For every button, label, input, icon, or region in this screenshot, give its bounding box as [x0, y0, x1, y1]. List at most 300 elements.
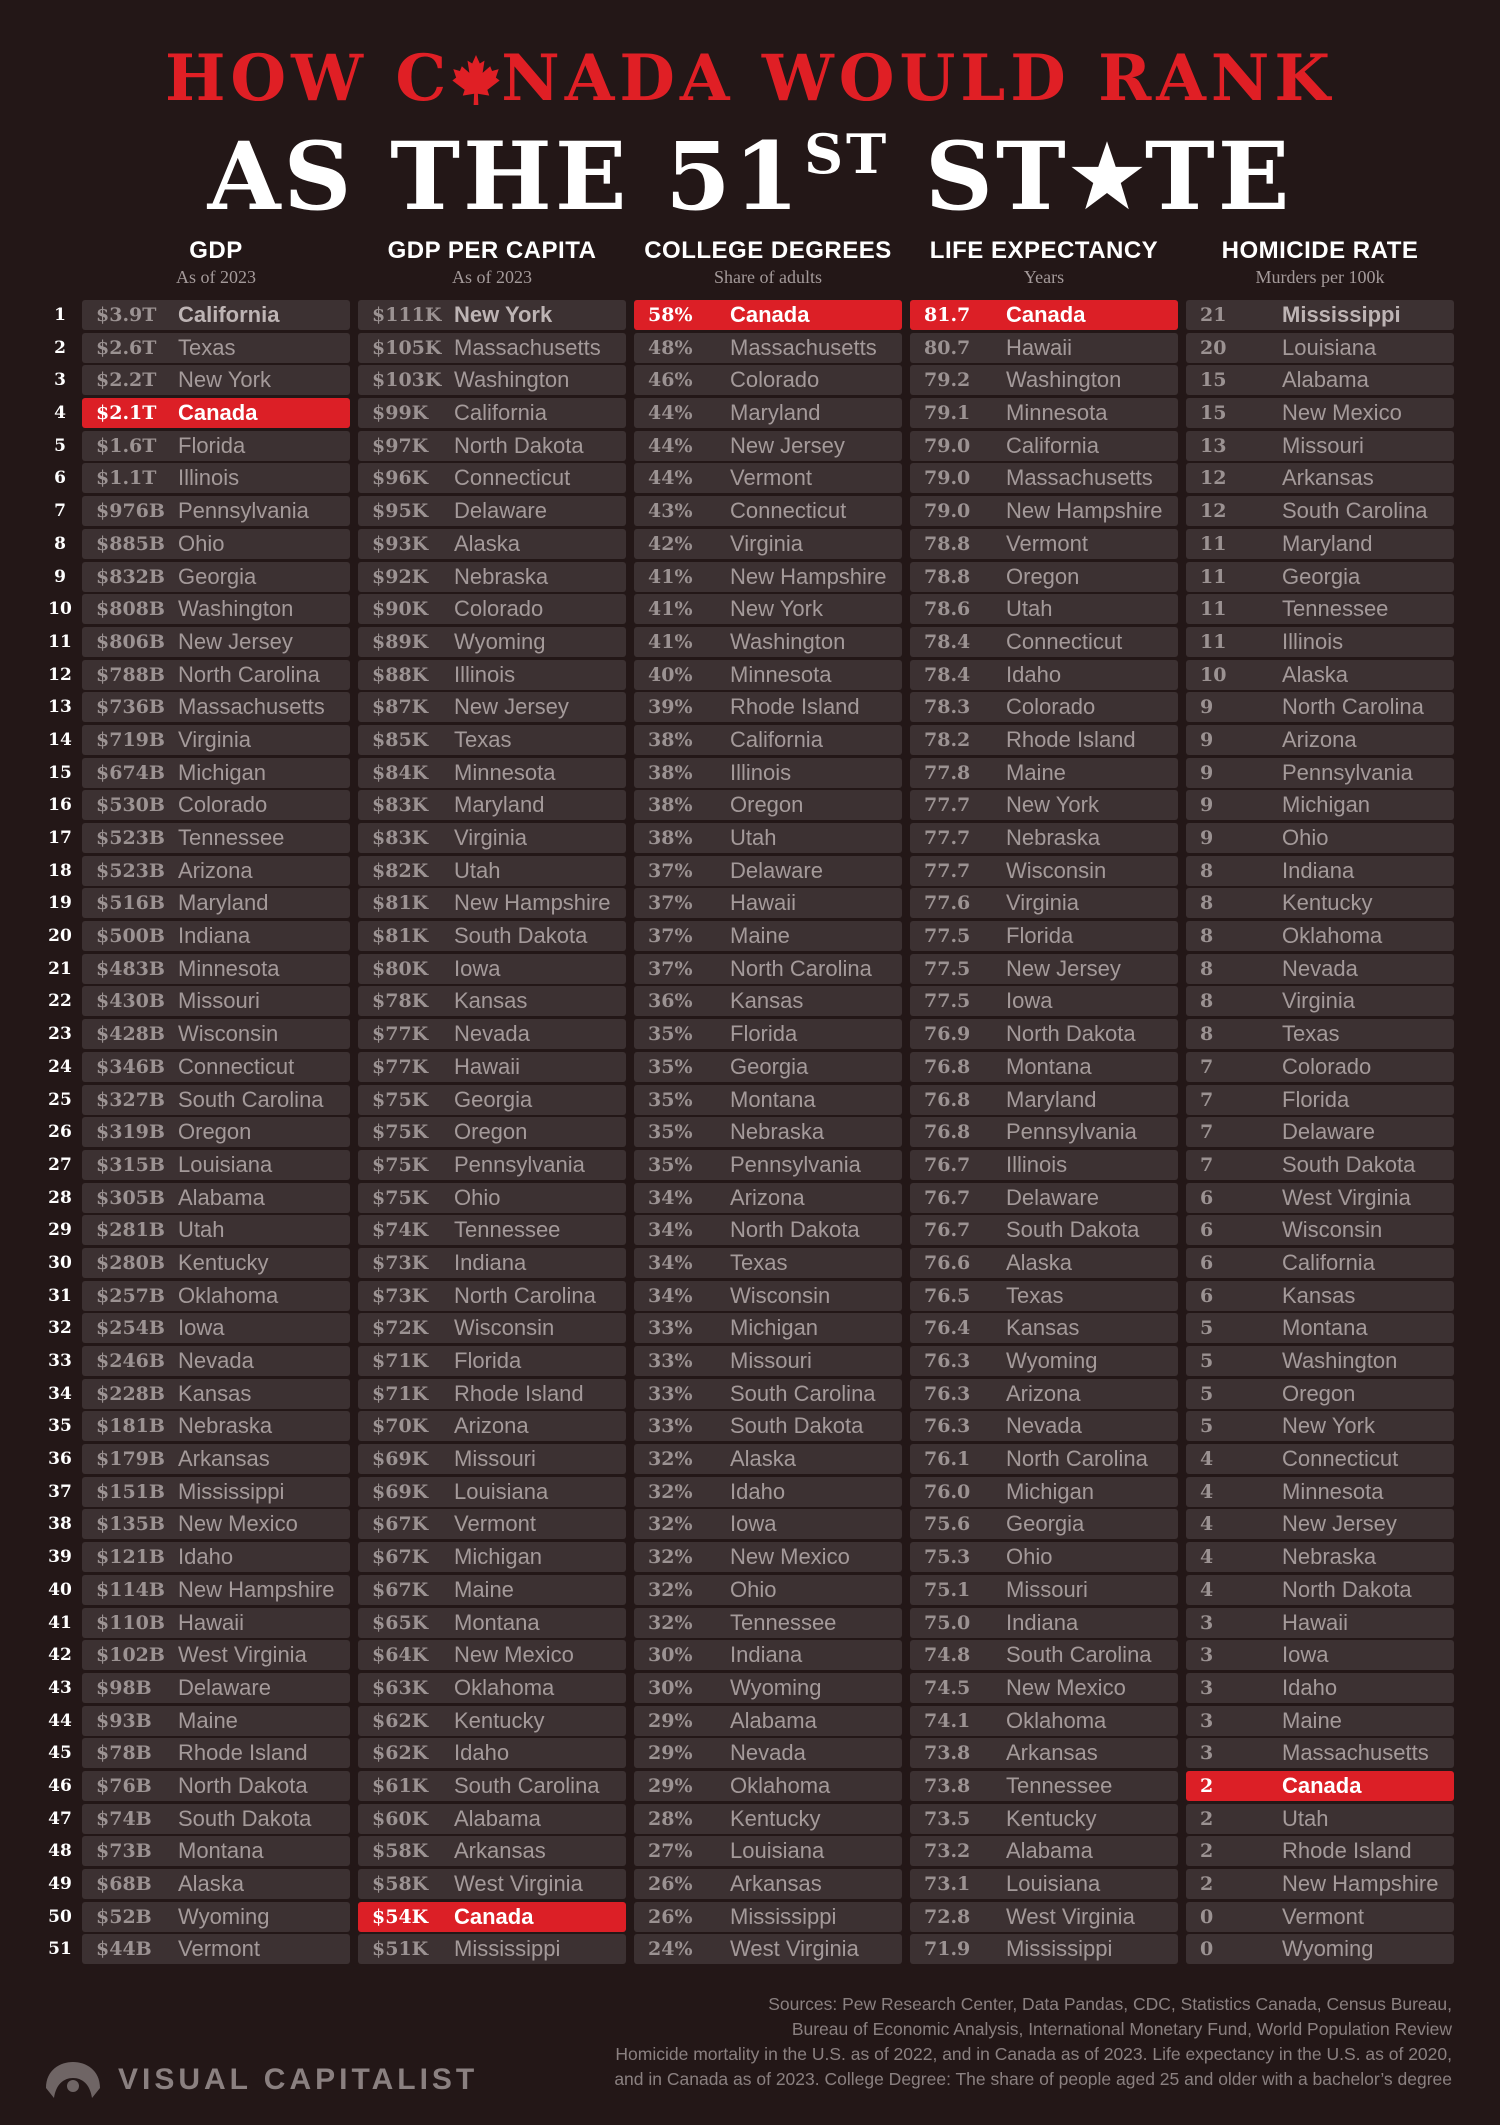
homicide-rate-place-name: Wisconsin — [1282, 1217, 1383, 1243]
rank-number: 8 — [54, 533, 66, 554]
life-expectancy-value: 77.7 — [924, 859, 971, 882]
life-expectancy-cell — [910, 986, 1178, 1016]
gdp-cell — [82, 660, 350, 690]
college-degrees-cell — [634, 1281, 902, 1311]
life-expectancy-cell — [910, 529, 1178, 559]
gdp-per-capita-cell — [358, 627, 626, 657]
rank-number: 2 — [54, 337, 66, 358]
gdp-place-name: Ohio — [178, 530, 225, 556]
life-expectancy-value: 74.5 — [924, 1676, 971, 1699]
homicide-rate-place-name: Nevada — [1282, 955, 1358, 981]
homicide-rate-cell — [1186, 1542, 1454, 1572]
gdp-cell — [82, 790, 350, 820]
homicide-rate-value: 9 — [1200, 794, 1214, 817]
rank-number: 17 — [48, 828, 72, 848]
gdp-value: $500B — [96, 925, 165, 948]
gdp-per-capita-place-name: Connecticut — [454, 465, 571, 491]
homicide-rate-value: 0 — [1200, 1905, 1214, 1928]
gdp-place-name: Pennsylvania — [178, 498, 309, 524]
college-degrees-value: 29% — [648, 1709, 693, 1732]
gdp-per-capita-place-name: Maine — [454, 1576, 514, 1602]
life-expectancy-value: 76.7 — [924, 1219, 971, 1242]
homicide-rate-value: 5 — [1200, 1317, 1214, 1340]
college-degrees-place-name: Tennessee — [730, 1609, 837, 1635]
gdp-per-capita-place-name: Vermont — [454, 1511, 536, 1537]
homicide-rate-cell — [1186, 1313, 1454, 1343]
homicide-rate-cell — [1186, 725, 1454, 755]
gdp-per-capita-cell — [358, 1052, 626, 1082]
life-expectancy-cell — [910, 1183, 1178, 1213]
homicide-rate-value: 10 — [1200, 663, 1227, 686]
homicide-rate-place-name: California — [1282, 1249, 1375, 1275]
college-degrees-value: 40% — [648, 663, 693, 686]
homicide-rate-cell — [1186, 496, 1454, 526]
life-expectancy-place-name: Utah — [1006, 596, 1053, 622]
homicide-rate-value: 3 — [1200, 1709, 1214, 1732]
homicide-rate-value: 8 — [1200, 990, 1214, 1013]
life-expectancy-value: 76.5 — [924, 1284, 971, 1307]
gdp-per-capita-cell — [358, 1477, 626, 1507]
gdp-cell — [82, 725, 350, 755]
gdp-per-capita-cell — [358, 954, 626, 984]
life-expectancy-cell — [910, 365, 1178, 395]
gdp-per-capita-value: $93K — [372, 532, 429, 555]
gdp-per-capita-cell — [358, 1150, 626, 1180]
college-degrees-value: 30% — [648, 1644, 693, 1667]
life-expectancy-place-name: Virginia — [1006, 890, 1079, 916]
college-degrees-place-name: Alabama — [730, 1707, 817, 1733]
college-degrees-place-name: Montana — [730, 1086, 816, 1112]
gdp-place-name: Wyoming — [178, 1903, 270, 1929]
college-degrees-value: 38% — [648, 827, 693, 849]
gdp-cell — [82, 1934, 350, 1964]
gdp-per-capita-place-name: Minnesota — [454, 759, 556, 785]
college-degrees-place-name: Louisiana — [730, 1838, 825, 1864]
gdp-per-capita-place-name: Wisconsin — [454, 1315, 555, 1341]
rank-number: 45 — [48, 1743, 72, 1764]
gdp-per-capita-value: $62K — [372, 1742, 429, 1765]
gdp-per-capita-cell — [358, 725, 626, 755]
gdp-per-capita-value: $85K — [372, 728, 429, 751]
logo-wordmark: VISUAL CAPITALIST — [118, 2063, 479, 2096]
rank-number: 38 — [48, 1514, 72, 1535]
gdp-cell — [82, 823, 350, 853]
gdp-per-capita-cell — [358, 1248, 626, 1278]
title-line-2-start: AS THE 51 — [207, 122, 803, 232]
college-degrees-value: 32% — [648, 1578, 693, 1601]
college-degrees-place-name: North Carolina — [730, 955, 872, 981]
college-degrees-value: 46% — [648, 369, 693, 392]
column-header-college-degrees — [634, 236, 902, 288]
gdp-place-name: Washington — [178, 596, 294, 622]
college-degrees-place-name: Minnesota — [730, 661, 832, 687]
gdp-per-capita-place-name: Alabama — [454, 1805, 541, 1831]
rank-number: 30 — [48, 1252, 72, 1273]
gdp-value: $68B — [96, 1873, 152, 1895]
gdp-place-name: Texas — [178, 334, 236, 360]
rank-number: 15 — [48, 762, 72, 783]
life-expectancy-value: 73.8 — [924, 1774, 971, 1797]
life-expectancy-place-name: Massachusetts — [1006, 465, 1153, 491]
life-expectancy-place-name: Florida — [1006, 923, 1074, 949]
life-expectancy-cell — [910, 1902, 1178, 1932]
life-expectancy-value: 79.2 — [924, 369, 971, 392]
gdp-per-capita-cell — [358, 300, 626, 330]
gdp-cell — [82, 463, 350, 493]
life-expectancy-value: 77.5 — [924, 925, 971, 948]
gdp-place-name: West Virginia — [178, 1642, 307, 1668]
gdp-per-capita-value: $83K — [372, 827, 429, 849]
life-expectancy-value: 80.7 — [924, 336, 971, 359]
life-expectancy-place-name: Arkansas — [1006, 1740, 1098, 1766]
homicide-rate-place-name: Idaho — [1282, 1674, 1338, 1700]
gdp-cell — [82, 562, 350, 592]
gdp-per-capita-place-name: Illinois — [454, 661, 516, 687]
homicide-rate-place-name: New Jersey — [1282, 1511, 1397, 1537]
gdp-cell — [82, 1509, 350, 1539]
gdp-value: $257B — [96, 1284, 165, 1307]
life-expectancy-cell — [910, 1248, 1178, 1278]
gdp-per-capita-value: $83K — [372, 794, 429, 817]
life-expectancy-place-name: Tennessee — [1006, 1772, 1113, 1798]
gdp-value: $788B — [96, 663, 165, 686]
life-expectancy-value: 75.3 — [924, 1546, 971, 1569]
gdp-place-name: Kansas — [178, 1380, 252, 1406]
college-degrees-value: 44% — [648, 434, 693, 457]
college-degrees-cell — [634, 1477, 902, 1507]
life-expectancy-value: 78.8 — [924, 565, 971, 588]
life-expectancy-cell — [910, 1346, 1178, 1376]
college-degrees-place-name: Virginia — [730, 530, 803, 556]
homicide-rate-cell — [1186, 1052, 1454, 1082]
homicide-rate-cell — [1186, 300, 1454, 330]
gdp-per-capita-place-name: Nevada — [454, 1021, 530, 1047]
gdp-place-name: Hawaii — [178, 1609, 245, 1635]
homicide-rate-cell — [1186, 823, 1454, 853]
gdp-per-capita-place-name: Maryland — [454, 792, 545, 818]
homicide-rate-cell — [1186, 1281, 1454, 1311]
college-degrees-value: 34% — [648, 1186, 693, 1209]
gdp-per-capita-place-name: West Virginia — [454, 1871, 583, 1896]
gdp-place-name: Idaho — [178, 1544, 234, 1570]
gdp-per-capita-cell — [358, 333, 626, 363]
gdp-value: $523B — [96, 827, 165, 849]
gdp-place-name: Mississippi — [178, 1478, 285, 1504]
rank-number: 29 — [48, 1220, 72, 1241]
life-expectancy-cell — [910, 790, 1178, 820]
gdp-per-capita-place-name: Nebraska — [454, 563, 549, 589]
gdp-per-capita-place-name: New Mexico — [454, 1642, 574, 1668]
homicide-rate-place-name: Pennsylvania — [1282, 759, 1413, 785]
gdp-place-name: New Hampshire — [178, 1576, 335, 1602]
gdp-per-capita-value: $75K — [372, 1153, 429, 1176]
gdp-place-name: Connecticut — [178, 1053, 295, 1079]
gdp-per-capita-cell — [358, 1379, 626, 1409]
homicide-rate-place-name: Alaska — [1282, 661, 1349, 687]
gdp-value: $181B — [96, 1415, 165, 1438]
college-degrees-value: 32% — [648, 1611, 693, 1634]
gdp-cell — [82, 1150, 350, 1180]
college-degrees-value: 29% — [648, 1774, 693, 1797]
college-degrees-place-name: Massachusetts — [730, 334, 877, 360]
life-expectancy-place-name: Rhode Island — [1006, 726, 1136, 752]
gdp-per-capita-place-name: Pennsylvania — [454, 1151, 585, 1177]
gdp-value: $3.9T — [96, 304, 157, 326]
college-degrees-place-name: Wisconsin — [730, 1282, 831, 1308]
college-degrees-cell — [634, 1150, 902, 1180]
rank-number: 20 — [48, 926, 72, 947]
gdp-value: $523B — [96, 859, 165, 882]
gdp-per-capita-cell — [358, 562, 626, 592]
homicide-rate-value: 9 — [1200, 696, 1214, 719]
life-expectancy-value: 76.7 — [924, 1186, 971, 1209]
column-title: GDP — [189, 237, 243, 264]
homicide-rate-cell — [1186, 1869, 1454, 1899]
life-expectancy-place-name: South Dakota — [1006, 1217, 1140, 1243]
homicide-rate-place-name: Florida — [1282, 1086, 1350, 1112]
gdp-value: $98B — [96, 1676, 152, 1699]
college-degrees-value: 33% — [648, 1382, 693, 1405]
gdp-per-capita-cell — [358, 1902, 626, 1932]
life-expectancy-cell — [910, 1575, 1178, 1605]
homicide-rate-cell — [1186, 1706, 1454, 1736]
life-expectancy-value: 76.8 — [924, 1121, 971, 1144]
gdp-per-capita-cell — [358, 1346, 626, 1376]
college-degrees-place-name: Ohio — [730, 1576, 777, 1602]
gdp-place-name: Delaware — [178, 1674, 271, 1700]
gdp-per-capita-cell — [358, 1183, 626, 1213]
homicide-rate-cell — [1186, 692, 1454, 722]
college-degrees-value: 43% — [648, 500, 693, 523]
college-degrees-place-name: Maine — [730, 923, 790, 949]
life-expectancy-value: 76.3 — [924, 1382, 971, 1405]
footnote-line: Homicide mortality in the U.S. as of 2022, and in Canada as of 2023. Life expectancy in the U.S. as of 2020, — [615, 2044, 1452, 2064]
rank-number: 28 — [48, 1187, 72, 1208]
college-degrees-place-name: South Carolina — [730, 1380, 876, 1406]
college-degrees-place-name: New Mexico — [730, 1544, 850, 1570]
life-expectancy-cell — [910, 921, 1178, 951]
rank-number: 19 — [48, 893, 72, 914]
life-expectancy-value: 73.5 — [924, 1807, 971, 1830]
gdp-cell — [82, 398, 350, 428]
college-degrees-value: 32% — [648, 1513, 693, 1536]
life-expectancy-value: 79.0 — [924, 434, 971, 457]
gdp-value: $428B — [96, 1023, 165, 1046]
gdp-value: $1.6T — [96, 434, 157, 457]
gdp-per-capita-value: $77K — [372, 1023, 429, 1046]
homicide-rate-value: 11 — [1200, 598, 1227, 621]
homicide-rate-cell — [1186, 1150, 1454, 1180]
homicide-rate-cell — [1186, 921, 1454, 951]
college-degrees-cell — [634, 333, 902, 363]
gdp-per-capita-cell — [358, 431, 626, 461]
college-degrees-place-name: Idaho — [730, 1478, 786, 1504]
college-degrees-cell — [634, 1869, 902, 1899]
homicide-rate-place-name: South Dakota — [1282, 1151, 1416, 1177]
homicide-rate-value: 6 — [1200, 1251, 1214, 1274]
homicide-rate-value: 3 — [1200, 1742, 1214, 1765]
college-degrees-value: 35% — [648, 1121, 693, 1144]
gdp-place-name: Rhode Island — [178, 1740, 308, 1766]
gdp-place-name: Michigan — [178, 759, 267, 785]
gdp-cell — [82, 921, 350, 951]
gdp-per-capita-value: $73K — [372, 1251, 429, 1274]
gdp-place-name: Georgia — [178, 563, 257, 589]
college-degrees-cell — [634, 1706, 902, 1736]
homicide-rate-cell — [1186, 1215, 1454, 1245]
gdp-place-name: Alaska — [178, 1871, 245, 1896]
life-expectancy-cell — [910, 1281, 1178, 1311]
column-subtitle: As of 2023 — [452, 267, 532, 287]
gdp-place-name: New Jersey — [178, 628, 293, 654]
college-degrees-value: 32% — [648, 1480, 693, 1503]
rank-number: 18 — [48, 860, 72, 881]
life-expectancy-value: 76.3 — [924, 1350, 971, 1372]
gdp-place-name: South Carolina — [178, 1086, 324, 1112]
gdp-per-capita-cell — [358, 790, 626, 820]
college-degrees-cell — [634, 888, 902, 918]
rank-number: 40 — [48, 1579, 72, 1600]
college-degrees-value: 28% — [648, 1807, 693, 1830]
gdp-cell — [82, 1313, 350, 1343]
life-expectancy-place-name: Delaware — [1006, 1184, 1099, 1210]
gdp-per-capita-place-name: Utah — [454, 857, 501, 883]
life-expectancy-place-name: California — [1006, 432, 1099, 458]
college-degrees-place-name: Canada — [730, 302, 810, 327]
gdp-place-name: Canada — [178, 400, 258, 426]
college-degrees-cell — [634, 1313, 902, 1343]
gdp-per-capita-value: $75K — [372, 1186, 429, 1209]
college-degrees-value: 44% — [648, 402, 693, 425]
rank-number: 41 — [48, 1612, 72, 1633]
college-degrees-place-name: Nevada — [730, 1740, 806, 1766]
gdp-place-name: California — [178, 302, 280, 327]
college-degrees-cell — [634, 1509, 902, 1539]
gdp-per-capita-place-name: Oregon — [454, 1119, 528, 1145]
life-expectancy-cell — [910, 1640, 1178, 1670]
college-degrees-value: 36% — [648, 990, 693, 1013]
title-line-2-end: TE — [1144, 122, 1293, 232]
gdp-per-capita-cell — [358, 1738, 626, 1768]
homicide-rate-value: 4 — [1200, 1546, 1214, 1569]
gdp-cell — [82, 692, 350, 722]
homicide-rate-place-name: Minnesota — [1282, 1478, 1384, 1504]
gdp-per-capita-place-name: Arkansas — [454, 1838, 546, 1864]
life-expectancy-cell — [910, 594, 1178, 624]
homicide-rate-place-name: Virginia — [1282, 988, 1355, 1014]
college-degrees-place-name: Mississippi — [730, 1903, 837, 1929]
gdp-place-name: Alabama — [178, 1184, 265, 1210]
homicide-rate-place-name: Connecticut — [1282, 1446, 1399, 1472]
homicide-rate-place-name: North Carolina — [1282, 694, 1424, 720]
life-expectancy-place-name: Ohio — [1006, 1544, 1053, 1570]
gdp-value: $74B — [96, 1807, 152, 1830]
college-degrees-value: 32% — [648, 1546, 693, 1569]
college-degrees-cell — [634, 463, 902, 493]
homicide-rate-cell — [1186, 856, 1454, 886]
rank-number: 3 — [54, 370, 66, 391]
college-degrees-cell — [634, 1771, 902, 1801]
gdp-per-capita-value: $92K — [372, 565, 429, 588]
college-degrees-cell — [634, 300, 902, 330]
footnote-line: Sources: Pew Research Center, Data Pandas, CDC, Statistics Canada, Census Bureau, — [768, 1994, 1452, 2014]
college-degrees-cell — [634, 921, 902, 951]
life-expectancy-value: 75.0 — [924, 1611, 971, 1634]
gdp-per-capita-cell — [358, 660, 626, 690]
gdp-place-name: Oklahoma — [178, 1282, 279, 1308]
gdp-per-capita-value: $88K — [372, 663, 429, 686]
rank-number: 5 — [54, 435, 66, 456]
college-degrees-cell — [634, 856, 902, 886]
homicide-rate-value: 11 — [1200, 630, 1227, 653]
gdp-value: $254B — [96, 1317, 165, 1340]
gdp-per-capita-value: $97K — [372, 434, 429, 457]
gdp-value: $44B — [96, 1938, 152, 1961]
gdp-per-capita-place-name: Idaho — [454, 1740, 510, 1766]
college-degrees-place-name: New York — [730, 596, 823, 622]
gdp-place-name: New York — [178, 367, 271, 393]
gdp-per-capita-value: $70K — [372, 1415, 429, 1438]
rank-number: 46 — [48, 1775, 72, 1796]
gdp-cell — [82, 1444, 350, 1474]
college-degrees-cell — [634, 1379, 902, 1409]
life-expectancy-cell — [910, 1869, 1178, 1899]
homicide-rate-place-name: Mississippi — [1282, 302, 1401, 327]
homicide-rate-value: 8 — [1200, 1023, 1214, 1046]
gdp-per-capita-value: $103K — [372, 369, 442, 392]
homicide-rate-cell — [1186, 1248, 1454, 1278]
gdp-per-capita-cell — [358, 1575, 626, 1605]
gdp-value: $73B — [96, 1840, 152, 1863]
homicide-rate-place-name: Michigan — [1282, 792, 1371, 818]
gdp-per-capita-cell — [358, 365, 626, 395]
gdp-place-name: Florida — [178, 432, 246, 458]
gdp-per-capita-value: $75K — [372, 1121, 429, 1144]
gdp-cell — [82, 1183, 350, 1213]
homicide-rate-cell — [1186, 1673, 1454, 1703]
life-expectancy-value: 76.6 — [924, 1251, 971, 1274]
gdp-cell — [82, 300, 350, 330]
college-degrees-value: 34% — [648, 1219, 693, 1242]
infographic-title — [0, 40, 1500, 232]
college-degrees-value: 32% — [648, 1448, 693, 1471]
gdp-per-capita-place-name: Michigan — [454, 1544, 543, 1570]
life-expectancy-cell — [910, 1313, 1178, 1343]
homicide-rate-value: 4 — [1200, 1448, 1214, 1471]
gdp-per-capita-cell — [358, 398, 626, 428]
homicide-rate-place-name: Rhode Island — [1282, 1838, 1412, 1864]
life-expectancy-place-name: New Jersey — [1006, 955, 1121, 981]
life-expectancy-value: 74.8 — [924, 1644, 971, 1667]
college-degrees-cell — [634, 627, 902, 657]
gdp-per-capita-place-name: Virginia — [454, 825, 527, 850]
college-degrees-value: 34% — [648, 1284, 693, 1307]
gdp-cell — [82, 333, 350, 363]
footnote-line: and in Canada as of 2023. College Degree: The share of people aged 25 and older with a bachelor’s degree — [614, 2069, 1452, 2089]
gdp-cell — [82, 1281, 350, 1311]
gdp-per-capita-place-name: South Dakota — [454, 923, 588, 949]
column-header-gdp — [82, 236, 350, 288]
homicide-rate-place-name: Louisiana — [1282, 334, 1377, 360]
homicide-rate-place-name: New Mexico — [1282, 400, 1402, 426]
homicide-rate-place-name: Texas — [1282, 1021, 1340, 1047]
homicide-rate-cell — [1186, 1640, 1454, 1670]
life-expectancy-value: 77.7 — [924, 827, 971, 849]
column-subtitle: Years — [1023, 267, 1065, 287]
homicide-rate-cell — [1186, 627, 1454, 657]
college-degrees-value: 37% — [648, 957, 693, 980]
gdp-cell — [82, 1673, 350, 1703]
